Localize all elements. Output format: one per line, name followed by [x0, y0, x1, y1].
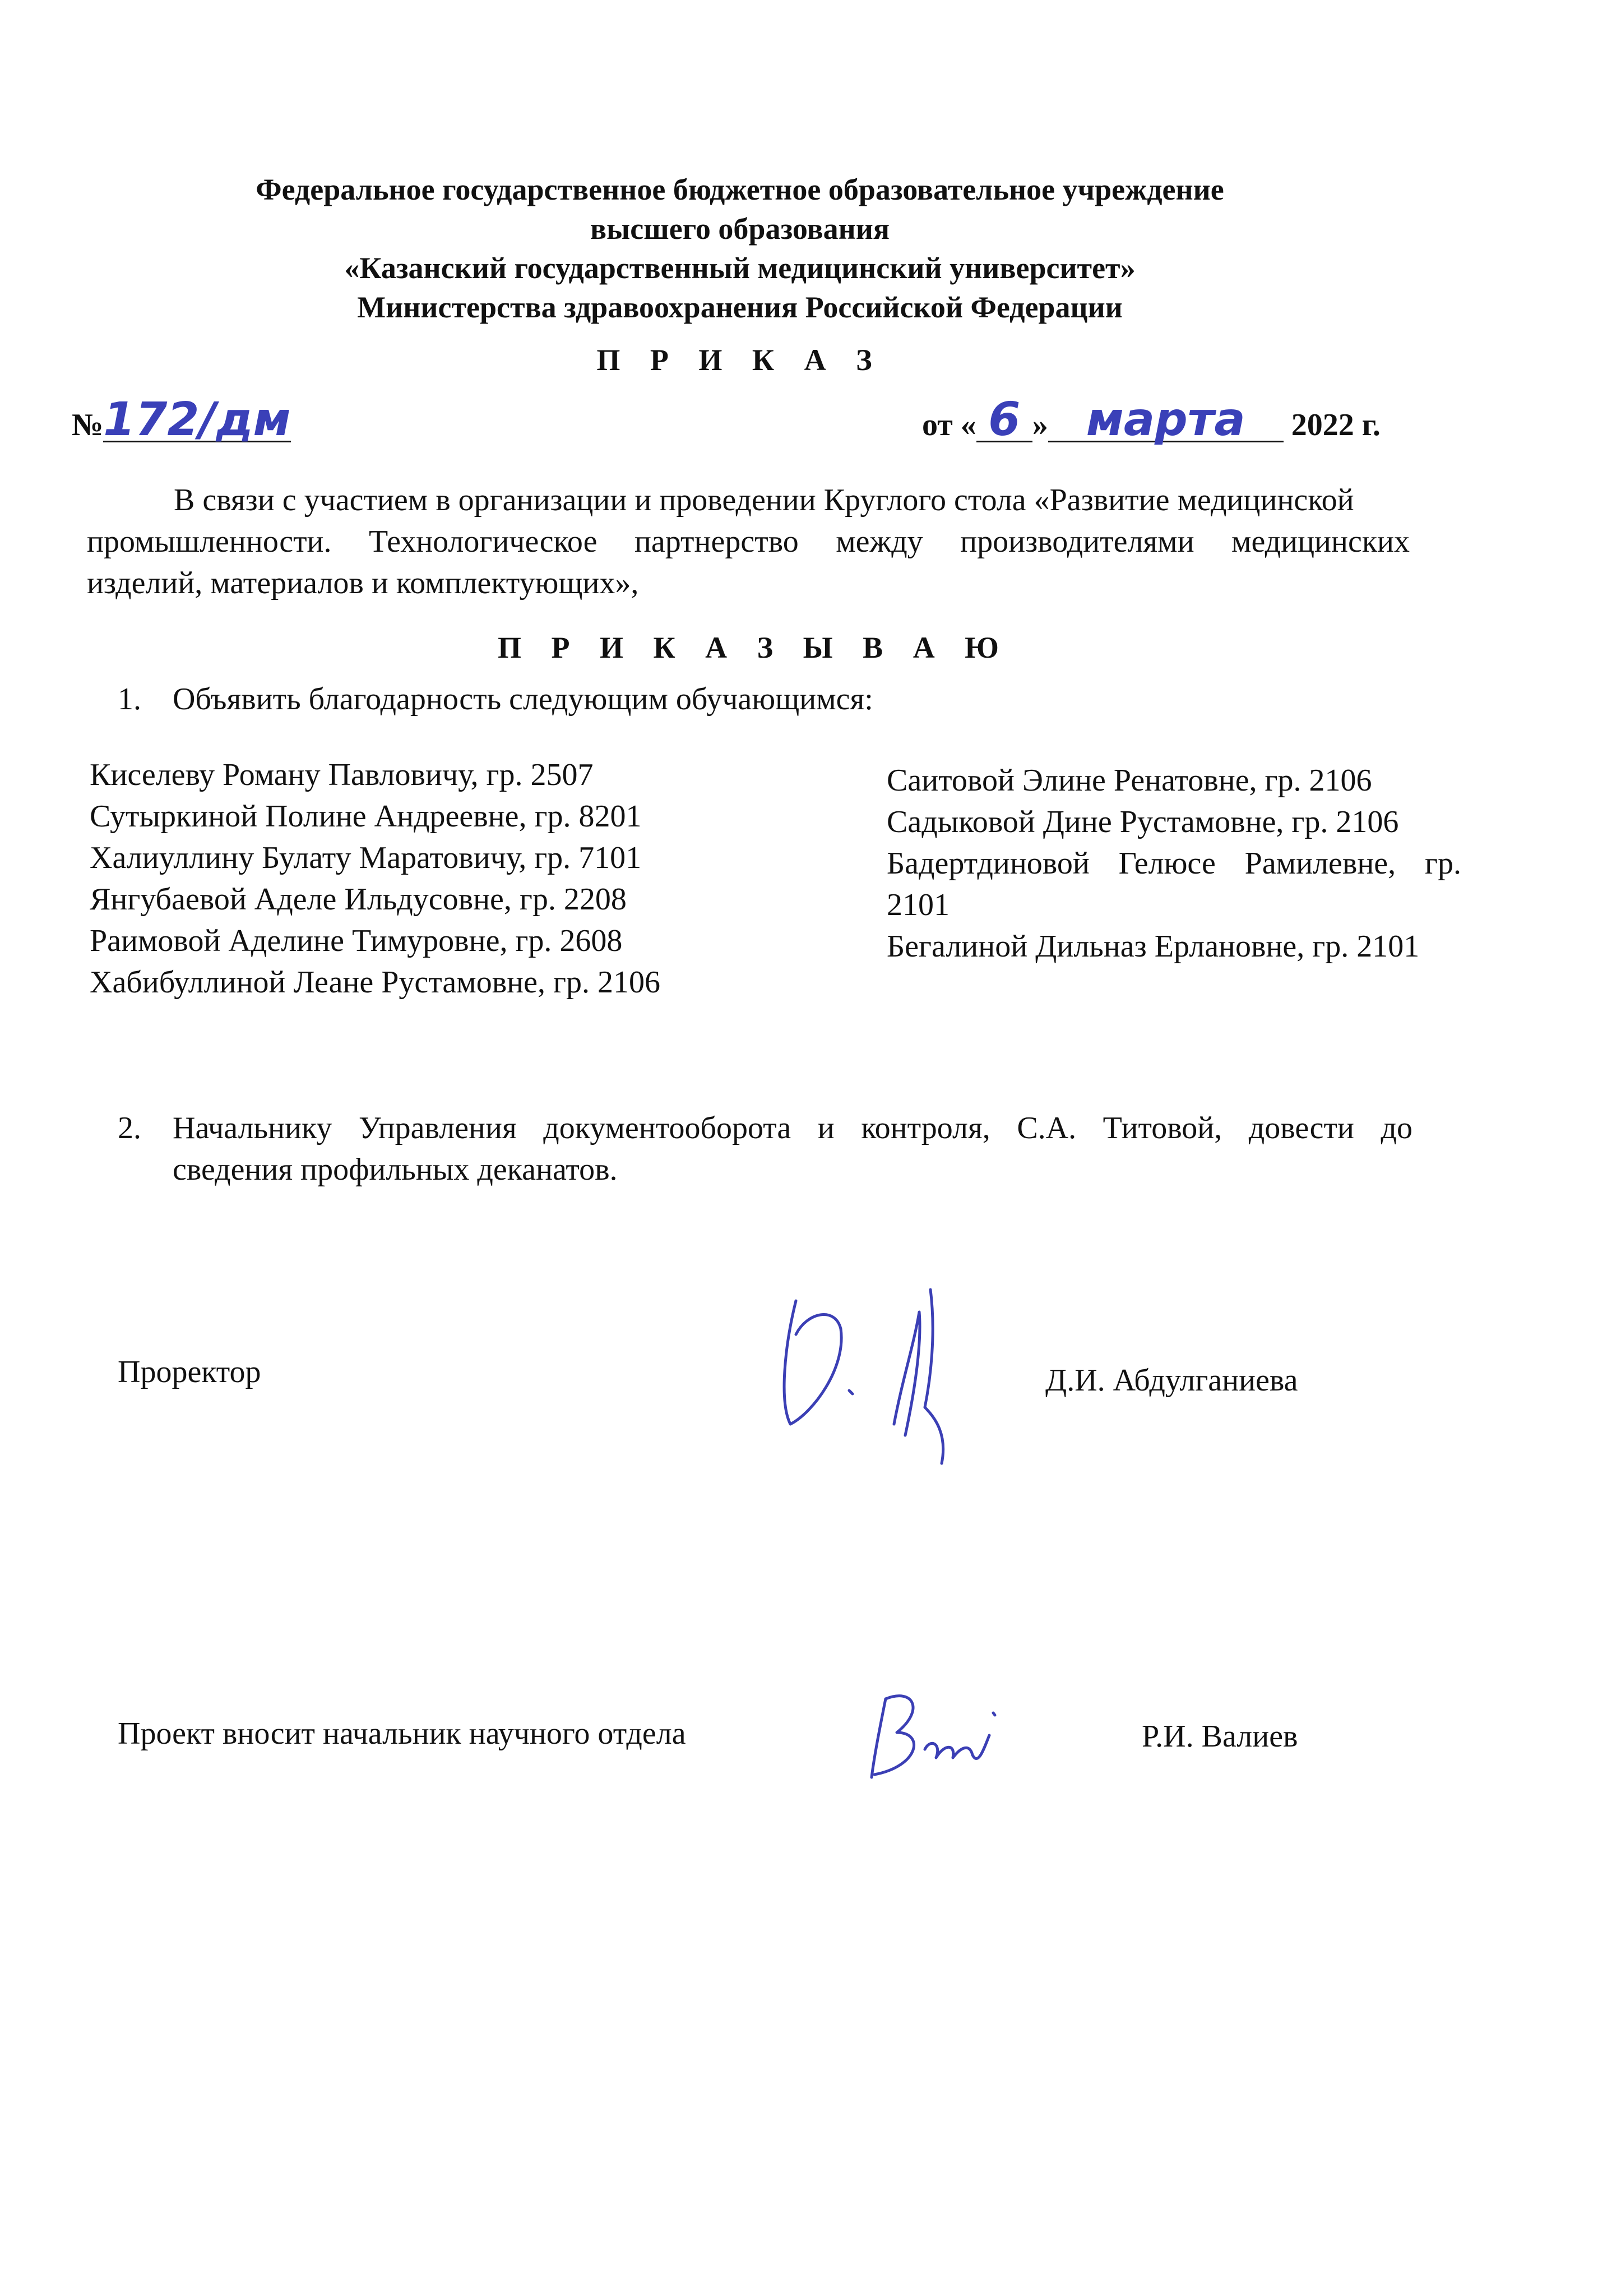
preamble-line1: В связи с участием в организации и проведении Круглого стола «Развитие медицинской: [174, 483, 1354, 518]
org-name-line2: высшего образования: [590, 212, 890, 246]
item2-number: 2.: [118, 1111, 141, 1145]
signer2-position: Проект вносит начальник научного отдела: [118, 1716, 686, 1751]
signer1-name: Д.И. Абдулганиева: [1045, 1363, 1298, 1398]
order-date: [922, 393, 1381, 446]
list-item: Янгубаевой Аделе Ильдусовне, гр. 2208: [90, 882, 627, 917]
item1-text: Объявить благодарность следующим обучающимся:: [173, 682, 873, 717]
signature1-graphic: [762, 1256, 987, 1469]
list-item: Садыковой Дине Рустамовне, гр. 2106: [887, 805, 1399, 839]
list-item: 2101: [887, 888, 950, 922]
signer1-position: Проректор: [118, 1355, 261, 1389]
order-number-handwritten: 172/дм: [103, 393, 291, 446]
list-item: Сутыркиной Полине Андреевне, гр. 8201: [90, 799, 642, 834]
list-item: Хабибуллиной Леане Рустамовне, гр. 2106: [90, 965, 660, 1000]
item2-line1: Начальнику Управления документооборота и контроля, С.А. Титовой, довести до: [173, 1111, 1412, 1145]
item2-line2: сведения профильных деканатов.: [173, 1152, 618, 1187]
date-year: 2022 г.: [1291, 408, 1381, 442]
list-item: Бегалиной Дильназ Ерлановне, гр. 2101: [887, 929, 1420, 964]
document-title: П Р И К А З: [596, 343, 883, 377]
org-name-line1: Федеральное государственное бюджетное образовательное учреждение: [256, 173, 1224, 206]
students-left-list: [90, 754, 660, 1003]
list-item: Бадертдиновой Гелюсе Рамилевне, гр.: [887, 846, 1461, 881]
org-name-line4: Министерства здравоохранения Российской Федерации: [357, 290, 1123, 324]
item1-number: 1.: [118, 682, 141, 717]
list-item: Киселеву Роману Павловичу, гр. 2507: [90, 757, 594, 792]
signer2-name: Р.И. Валиев: [1142, 1719, 1298, 1754]
list-item: Халиуллину Булату Маратовичу, гр. 7101: [90, 840, 642, 875]
date-month-handwritten: марта: [1048, 399, 1284, 442]
directive-title: П Р И К А З Ы В А Ю: [498, 631, 1010, 664]
students-right-list: [887, 760, 1461, 967]
list-item: Саитовой Элине Ренатовне, гр. 2106: [887, 763, 1372, 798]
number-prefix: №: [72, 408, 104, 442]
date-day-handwritten: 6: [976, 399, 1032, 442]
date-prefix: от «: [922, 408, 976, 442]
org-name-line3: «Казанский государственный медицинский университет»: [344, 251, 1136, 285]
order-number: [72, 393, 291, 446]
list-item: Раимовой Аделине Тимуровне, гр. 2608: [90, 923, 623, 958]
preamble-line3: изделий, материалов и комплектующих»,: [87, 566, 639, 600]
date-mid: »: [1032, 408, 1048, 442]
preamble-line2: промышленности. Технологическое партнерство между производителями медицинских: [87, 524, 1410, 559]
signature2-graphic: [863, 1682, 1009, 1789]
